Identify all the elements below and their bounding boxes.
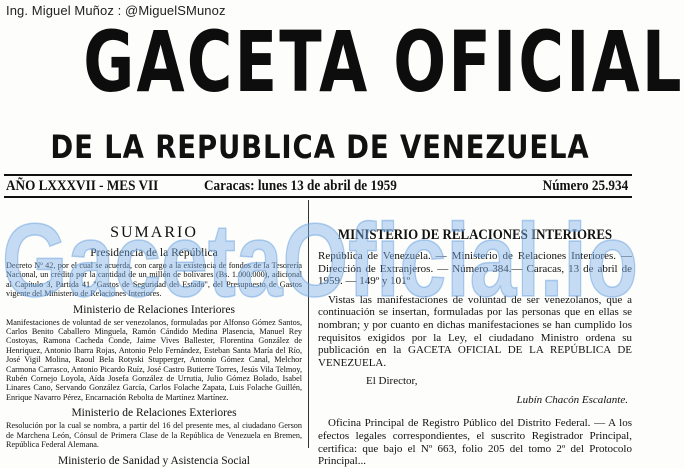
- body-paragraph: Vistas las manifestaciones de voluntad de ser venezolanos, que a continuación se insertan, formuladas por las personas que en ellas se nombran; y por cuanto en dichas manifestaciones se han cumplido los requisitos exigidos por la Ley, el ciudadano Ministro ordena su publicación en la GACETA OFICIAL DE LA REPÚBLICA DE VENEZUELA.: [318, 293, 632, 369]
- body-paragraph: Oficina Principal de Registro Público del Distrito Federal. — A los efectos legales correspondientes, el suscrito Registrador Principal, certifica: que bajo el Nº 663, folio 205 del tomo 2º del Protocolo Principal...: [318, 417, 632, 468]
- section-title: Ministerio de Sanidad y Asistencia Social: [58, 454, 250, 467]
- bottom-rule: [4, 196, 632, 198]
- section-text: Resolución por la cual se nombra, a partir del 16 del presente mes, al ciudadano Gerson de Marchena León, Cónsul de Primera Clase de la República de Venezuela en Bremen, República Federal Alemana.: [6, 421, 302, 450]
- ministerio-heading: MINISTERIO DE RELACIONES INTERIORES: [337, 227, 613, 243]
- director-label: El Director,: [366, 375, 418, 388]
- sumario-column: [4, 200, 304, 467]
- section-text: Decreto Nº 42, por el cual se acuerda, con cargo a la existencia de fondos de la Tesorería Nacional, un crédito por la cantidad de un millón de bolívares (Bs. 1.000.000), adicional al Capítulo 3, Partida 41 "Gastos de Seguridad del Estado", del Presupuesto de Gastos vigente del Ministerio de Relaciones Interiores.: [6, 261, 302, 299]
- watermark-text: GacetaOficial.io: [2, 203, 638, 319]
- section-title: Presidencia de la República: [90, 247, 218, 259]
- sumario-heading: SUMARIO: [110, 224, 198, 241]
- gazette-masthead-subtitle: DE LA REPUBLICA DE VENEZUELA: [50, 128, 590, 166]
- dateline-place-date: Caracas: lunes 13 de abril de 1959: [204, 178, 397, 194]
- section-title: Ministerio de Relaciones Exteriores: [71, 407, 237, 420]
- dateline: [4, 176, 632, 196]
- ministerio-column: [314, 200, 636, 468]
- signature: Lubín Chacón Escalante.: [516, 394, 628, 407]
- author-credit: Ing. Miguel Muñoz : @MiguelSMunoz: [6, 3, 226, 18]
- dateline-year: AÑO LXXXVII - MES VII: [6, 178, 159, 194]
- section-title: Ministerio de Relaciones Interiores: [73, 303, 235, 316]
- column-divider: [308, 200, 309, 448]
- body-paragraph: República de Venezuela. — Ministerio de Relaciones Interiores. — Dirección de Extranjeros. — Número 384.— Caracas, 13 de abril de 1959. — 149º y 101º: [318, 250, 632, 288]
- section-text: Manifestaciones de voluntad de ser venezolanos, formuladas por Alfonso Gómez Santos, Carlos Benito Caballero Minguela, Ramón Cándido Medina Plasencia, Manuel Rey Costoyas, Ramona Cacheda Conde, Jaime Vives Ballester, Florentina González de Henriquez, Antonio Ibarra Rojas, Antonio Pelo Fernández, Esteban Santa María del Río, José Vigil Molina, Raoul Bela Rotyski Stupperger, Antonio Gómez Canal, Melchor Carmona Carrasco, Antonio Picardo Ruíz, José Castro Butierre Torres, Jesús Vila Telmoy, Rubén Cornejo Loyola, Aída Josefa González de Urrutia, Julio Gómez Bolado, Isabel Linares Cano, Servando González García, Carlos Folache Zapata, Luis Folache Guillén, Enrique Navarro Pérez, Encarnación Rebolta de Martínez Martínez.: [6, 317, 302, 402]
- gazette-masthead-title: GACETA OFICIAL: [83, 13, 684, 111]
- dateline-number: Número 25.934: [542, 178, 628, 194]
